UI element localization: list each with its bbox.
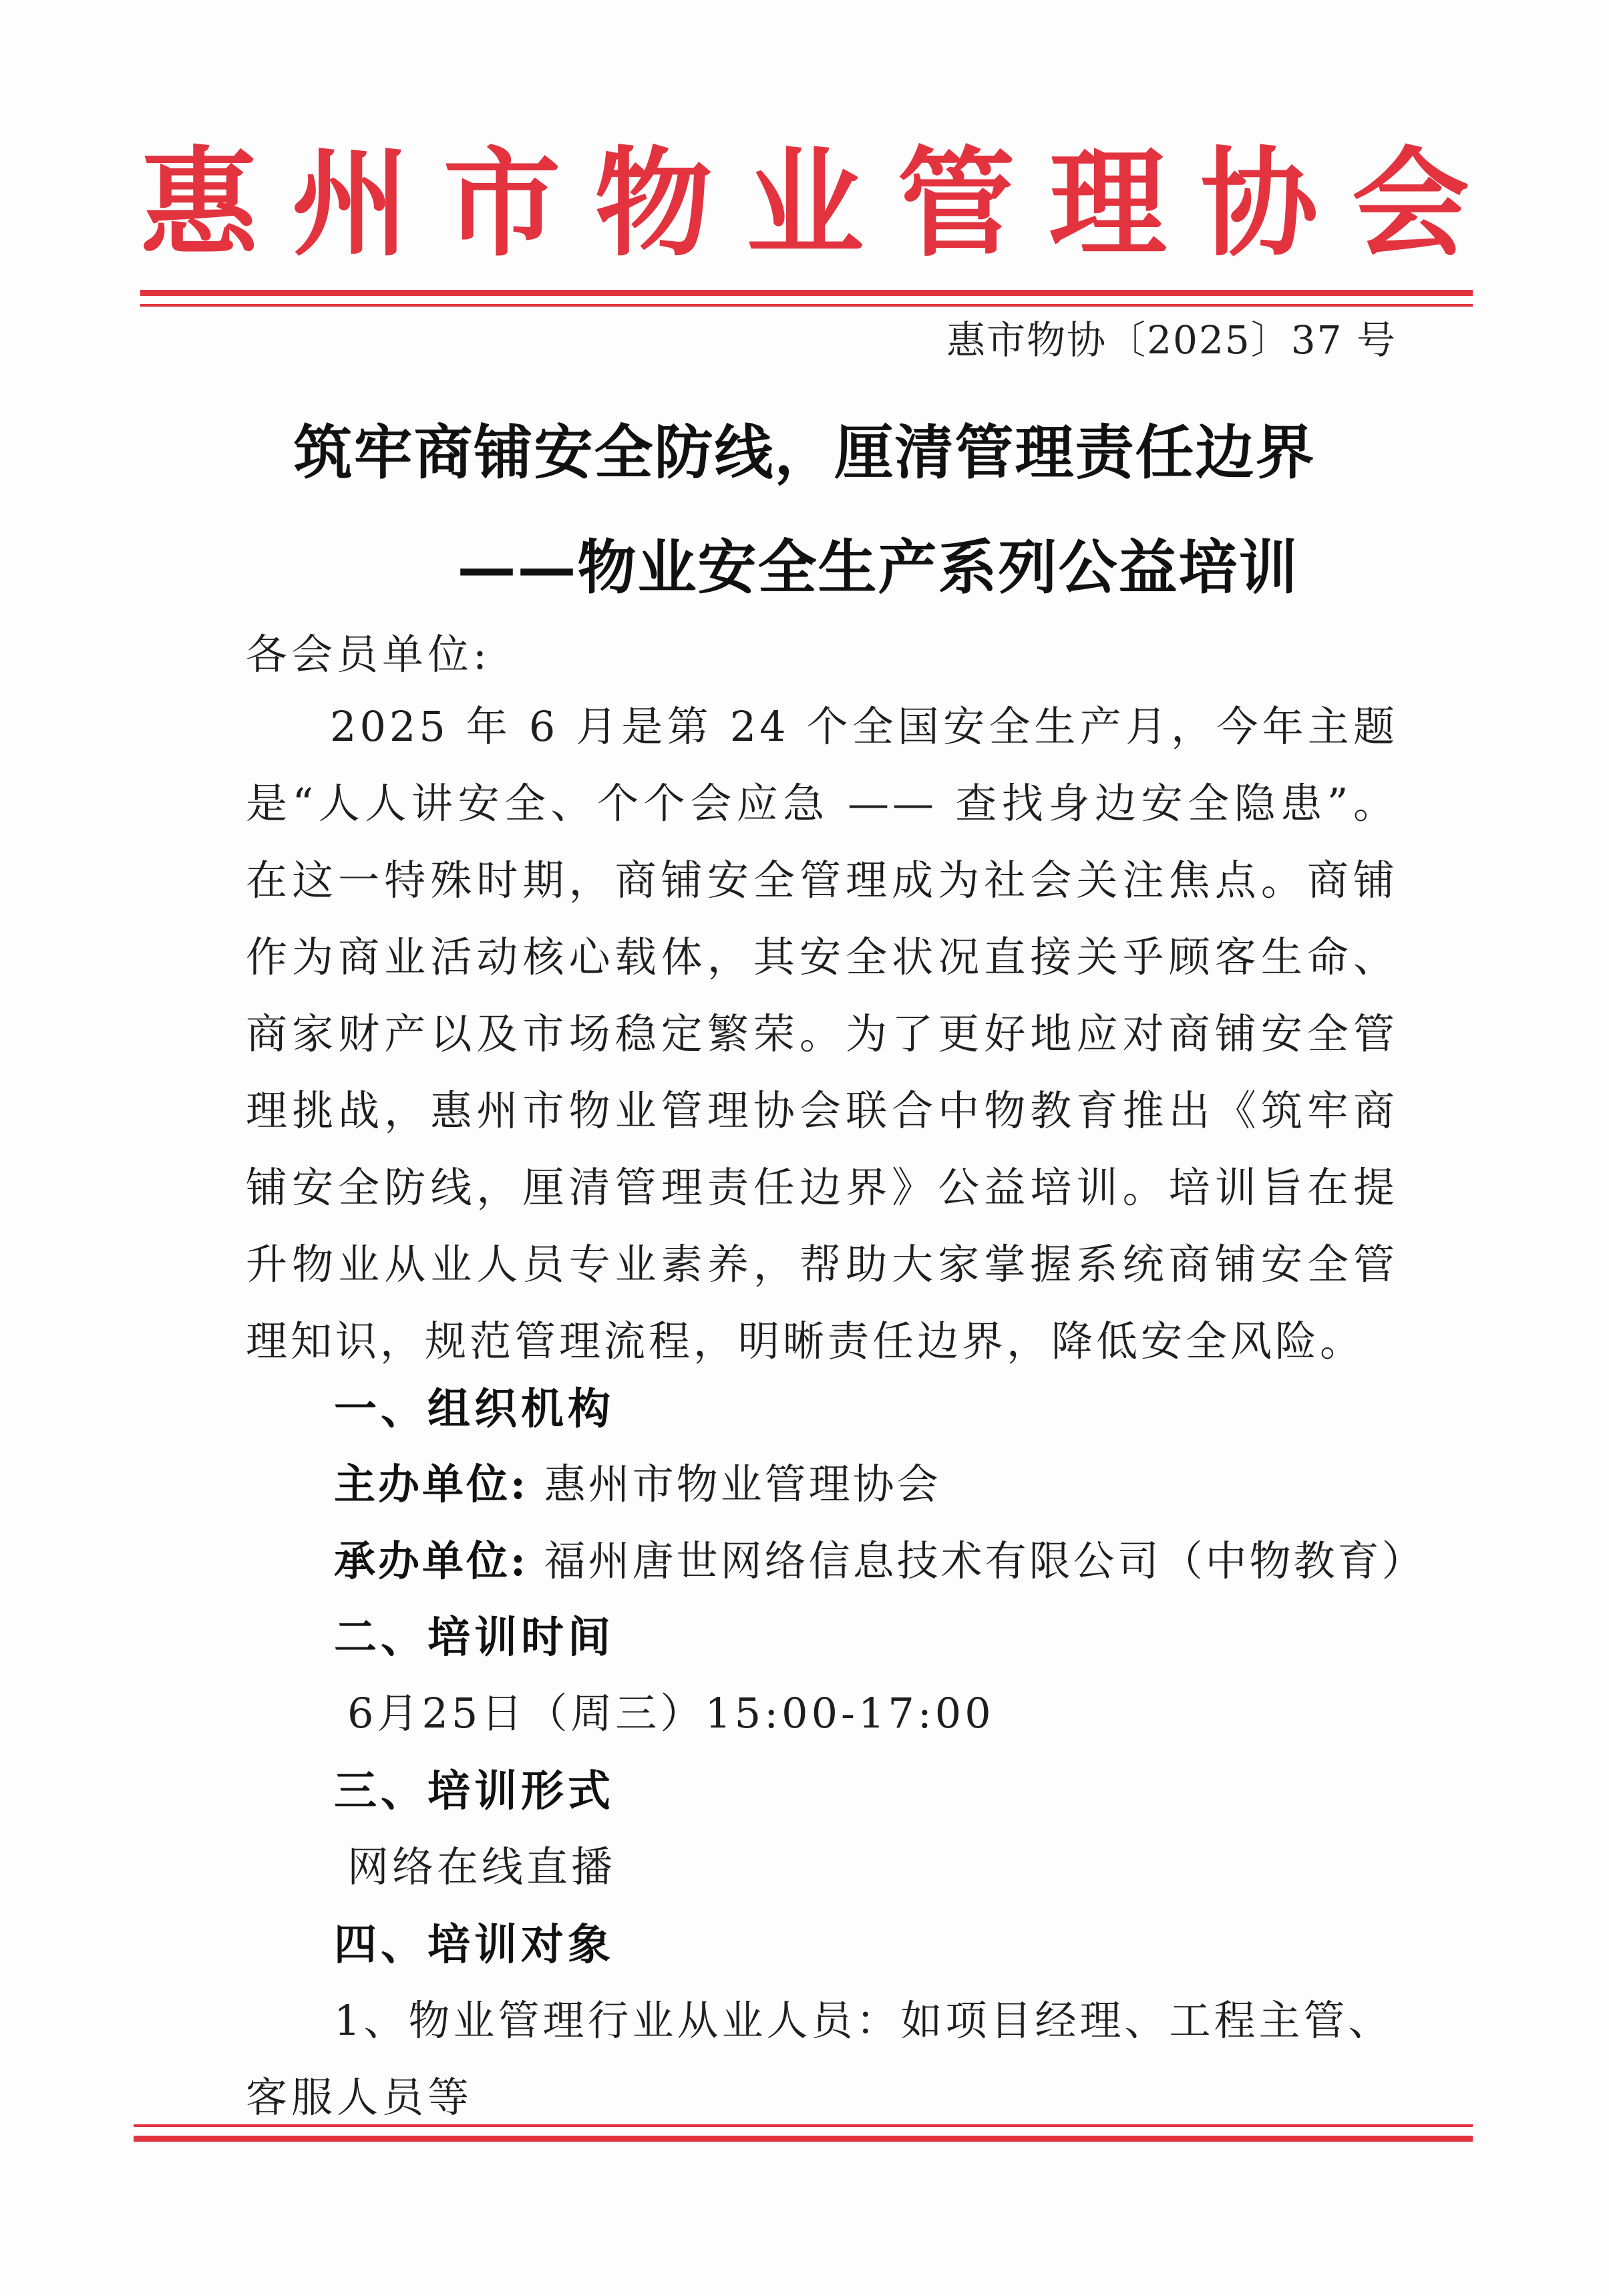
section-heading-organization: 一、组织机构 (334, 1384, 614, 1434)
footer-rule-thick (134, 2136, 1473, 2142)
audience-item-1: 1、物业管理行业从业人员：如项目经理、工程主管、 (334, 1996, 1393, 2045)
letterhead-char: 业 (746, 134, 864, 273)
header-rule-thick (140, 290, 1473, 296)
letterhead-char: 州 (291, 134, 409, 273)
letterhead-char: 理 (1049, 134, 1167, 273)
organizer-value: 福州唐世网络信息技术有限公司（中物教育） (544, 1536, 1426, 1585)
training-format: 网络在线直播 (347, 1842, 616, 1891)
audience-item-1-continued: 客服人员等 (246, 2073, 474, 2122)
section-heading-format: 三、培训形式 (334, 1766, 614, 1816)
letterhead-char: 管 (897, 134, 1015, 273)
letterhead-char: 协 (1200, 134, 1318, 273)
host-value: 惠州市物业管理协会 (544, 1460, 941, 1508)
footer-rule-thin (134, 2124, 1473, 2127)
organizer-label: 承办单位: (334, 1536, 528, 1585)
letterhead-char: 惠 (140, 134, 258, 273)
document-number: 惠市物协〔2025〕37 号 (946, 317, 1397, 363)
host-row (334, 1451, 941, 1510)
document-title: 筑牢商铺安全防线，厘清管理责任边界 (293, 418, 1316, 487)
organizer-row (334, 1528, 1426, 1587)
letterhead-char: 会 (1352, 134, 1470, 273)
section-heading-audience: 四、培训对象 (334, 1920, 614, 1970)
letterhead-char: 物 (594, 134, 713, 273)
header-rule-thin (140, 304, 1473, 307)
document-subtitle: ——物业安全生产系列公益培训 (457, 532, 1299, 602)
training-time: 6月25日（周三）15:00-17:00 (347, 1689, 995, 1738)
salutation: 各会员单位: (246, 630, 491, 679)
letterhead-char: 市 (443, 134, 561, 273)
host-label: 主办单位: (334, 1460, 528, 1508)
intro-paragraph: 2025 年 6 月是第 24 个全国安全生产月，今年主题是“人人讲安全、个个会应急 —— 查找身边安全隐患”。在这一特殊时期，商铺安全管理成为社会关注焦点。商铺作为商业活动核心载体，其安全状况直接关乎顾客生命、商家财产以及市场稳定繁荣。为了更好地应对商铺安全管理挑战，惠州市物业管理协会联合中物教育推出《筑牢商铺安全防线，厘清管理责任边界》公益培训。培训旨在提升物业从业人员专业素养，帮助大家掌握系统商铺安全管理知识，规范管理流程，明晰责任边界，降低安全风险。 (246, 702, 1398, 1365)
organization-letterhead (140, 134, 1469, 274)
section-heading-time: 二、培训时间 (334, 1613, 614, 1663)
